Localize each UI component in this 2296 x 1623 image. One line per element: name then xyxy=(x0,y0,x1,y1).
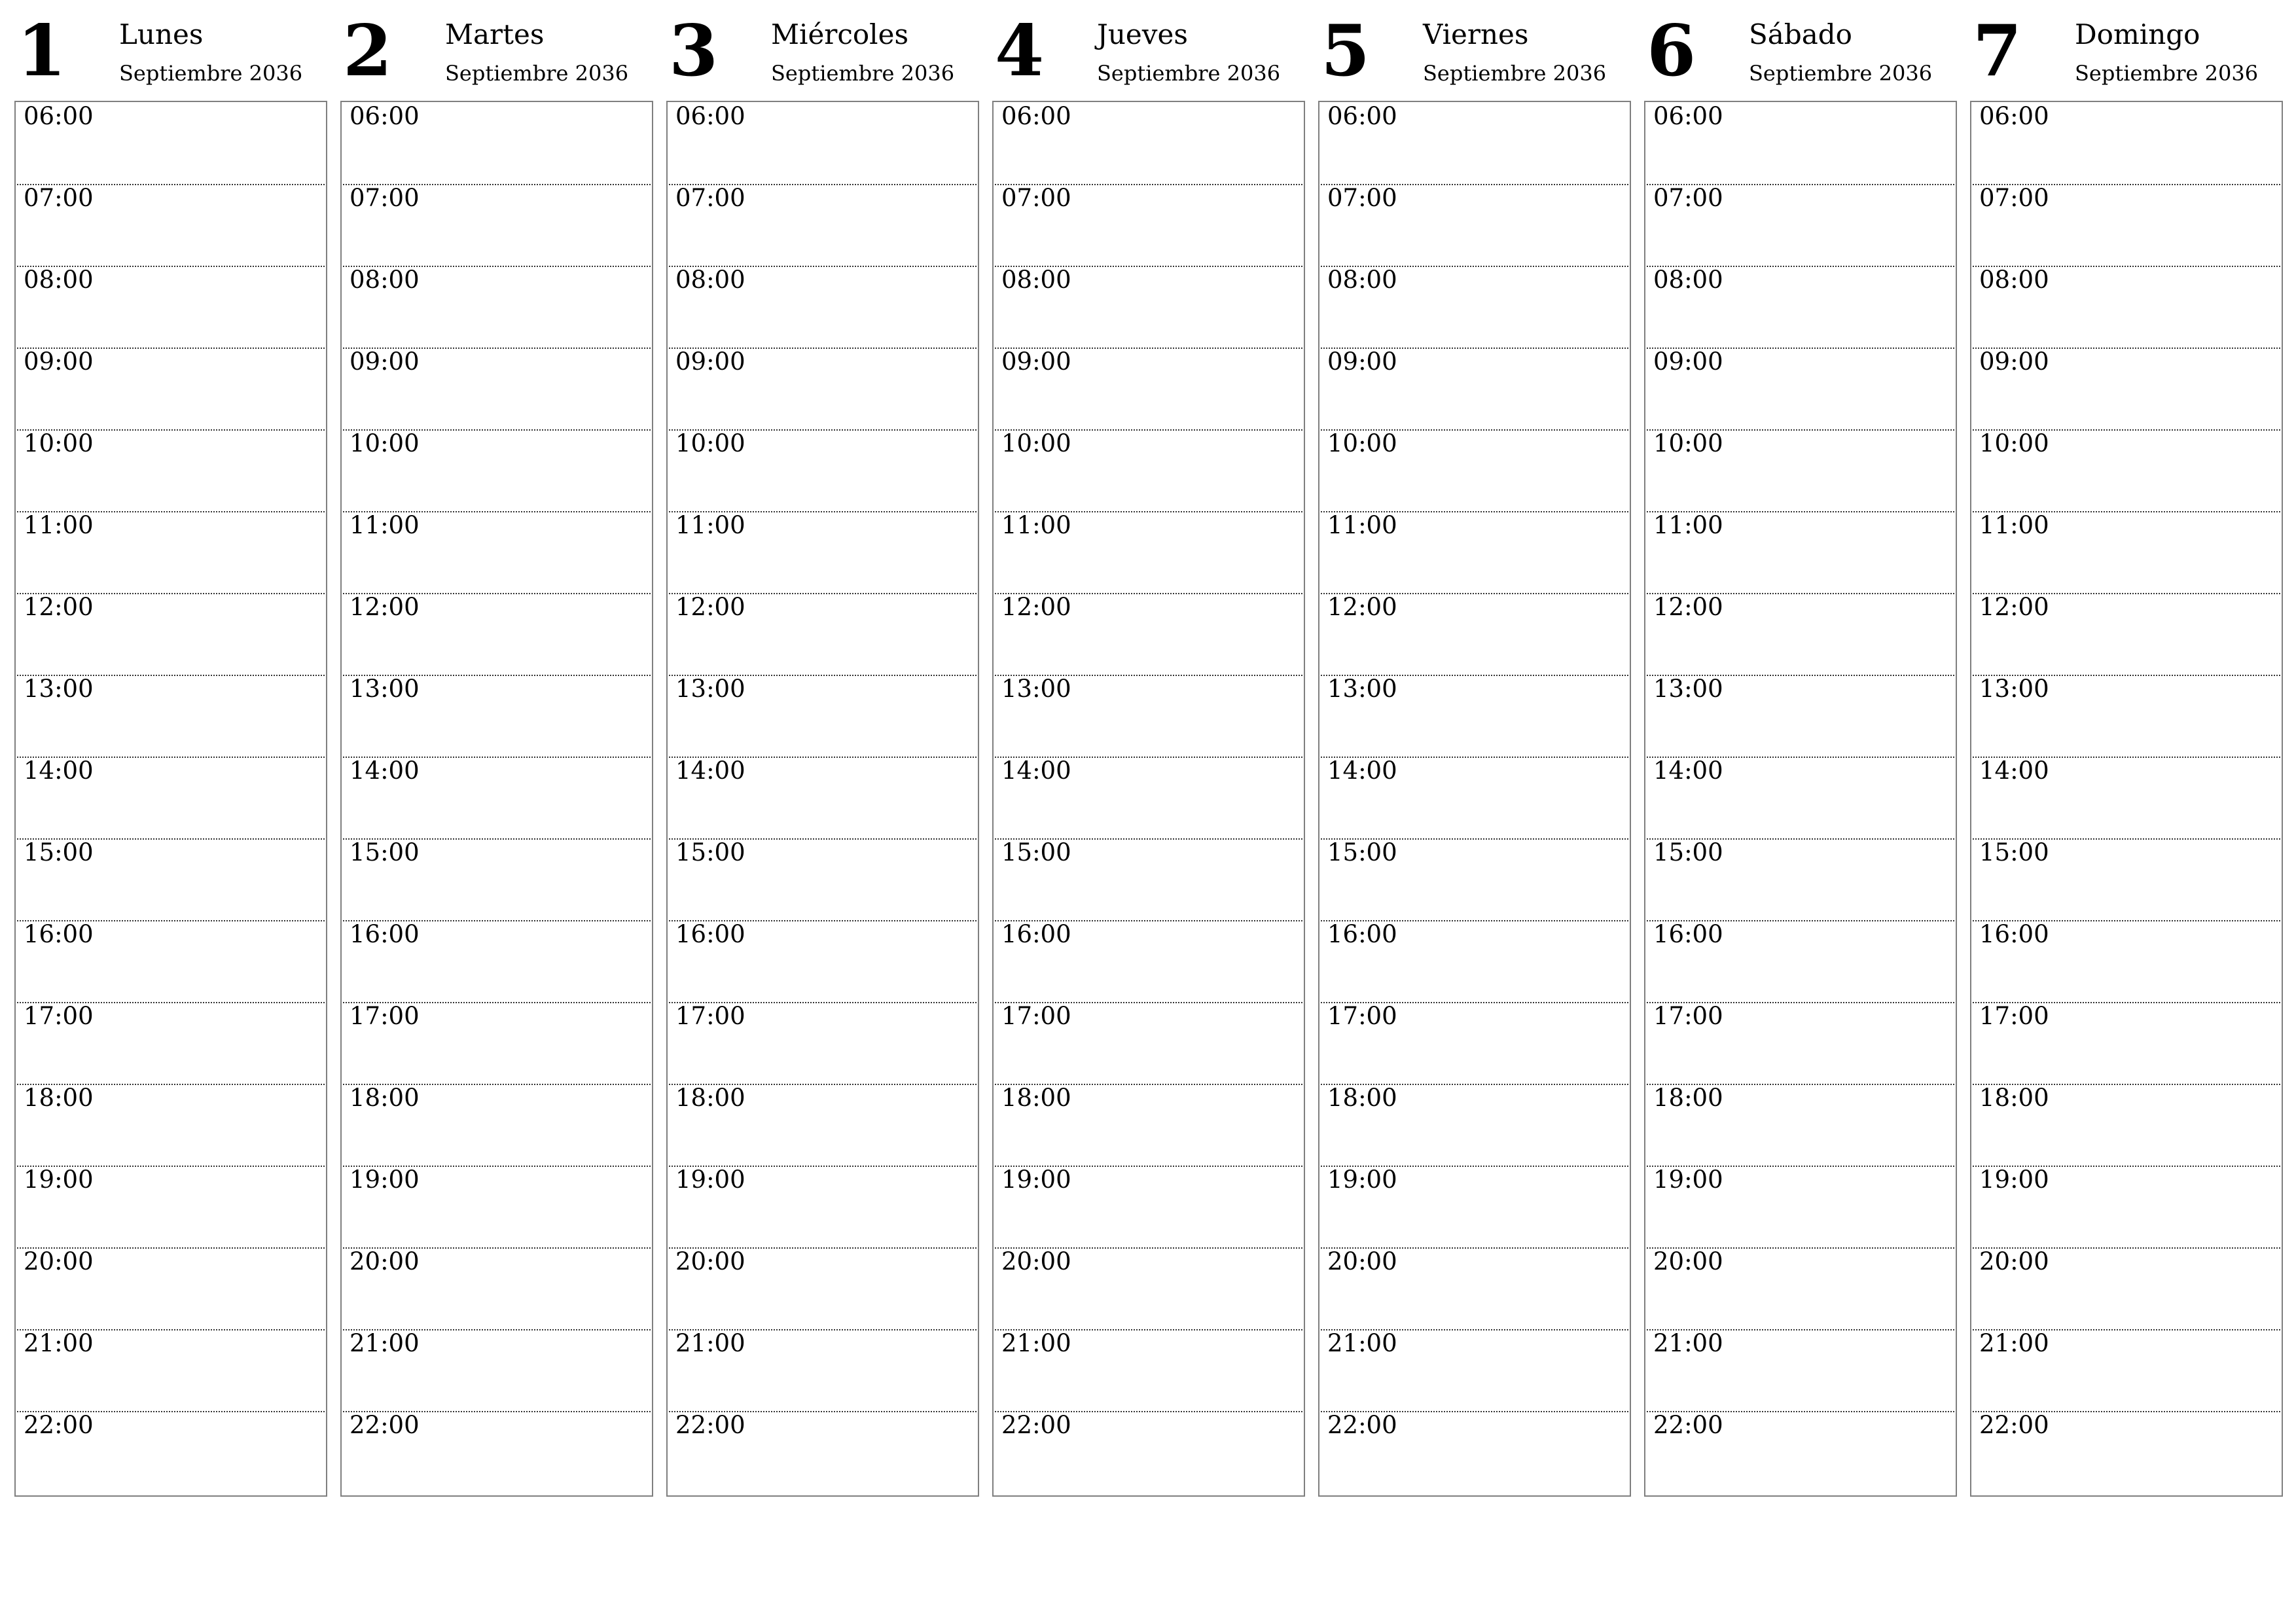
time-slot[interactable] xyxy=(1973,1329,2280,1412)
time-slot-label: 10:00 xyxy=(24,429,94,457)
time-slot-label: 12:00 xyxy=(1653,593,1723,621)
time-slot[interactable] xyxy=(343,675,651,758)
time-slot-label: 12:00 xyxy=(1979,593,2049,621)
time-slot-label: 16:00 xyxy=(1327,920,1397,948)
day-schedule-box xyxy=(1970,101,2283,1497)
time-slot-label: 09:00 xyxy=(350,348,420,376)
time-slot[interactable] xyxy=(1321,1329,1628,1412)
time-slot[interactable] xyxy=(343,1247,651,1330)
time-slot[interactable] xyxy=(669,675,977,758)
time-slot[interactable] xyxy=(995,920,1302,1003)
time-slot[interactable] xyxy=(1973,1247,2280,1330)
time-slot[interactable] xyxy=(1647,838,1954,921)
day-number: 3 xyxy=(669,10,719,92)
time-slot-label: 19:00 xyxy=(675,1166,745,1194)
day-name: Miércoles xyxy=(771,18,909,50)
time-slot[interactable] xyxy=(1973,184,2280,267)
time-slot[interactable] xyxy=(17,429,325,512)
time-slot-label: 20:00 xyxy=(675,1247,745,1275)
time-slot-label: 09:00 xyxy=(24,348,94,376)
time-slot-label: 14:00 xyxy=(675,757,745,785)
time-slot[interactable] xyxy=(1321,920,1628,1003)
time-slot[interactable] xyxy=(669,1329,977,1412)
day-number: 7 xyxy=(1973,10,2022,92)
time-slot[interactable] xyxy=(1321,675,1628,758)
time-slot[interactable] xyxy=(343,102,651,185)
time-slot-label: 07:00 xyxy=(1653,184,1723,212)
time-slot-label: 18:00 xyxy=(1327,1084,1397,1112)
day-schedule-box xyxy=(666,101,979,1497)
time-slot[interactable] xyxy=(343,1329,651,1412)
day-name: Viernes xyxy=(1423,18,1529,50)
day-column xyxy=(1318,10,1631,1497)
time-slot[interactable] xyxy=(1647,593,1954,676)
time-slot[interactable] xyxy=(1973,429,2280,512)
time-slot[interactable] xyxy=(669,1166,977,1249)
time-slot[interactable] xyxy=(1973,675,2280,758)
time-slot-label: 20:00 xyxy=(1327,1247,1397,1275)
time-slot[interactable] xyxy=(669,1411,977,1493)
time-slot[interactable] xyxy=(1321,184,1628,267)
time-slot-label: 19:00 xyxy=(350,1166,420,1194)
time-slot-label: 07:00 xyxy=(1979,184,2049,212)
time-slot[interactable] xyxy=(995,1247,1302,1330)
day-name: Sábado xyxy=(1749,18,1852,50)
time-slot[interactable] xyxy=(1647,1084,1954,1167)
time-slot[interactable] xyxy=(1321,511,1628,594)
time-slot[interactable] xyxy=(995,184,1302,267)
time-slot-label: 12:00 xyxy=(1001,593,1071,621)
time-slot-label: 21:00 xyxy=(1001,1329,1071,1357)
time-slot-label: 14:00 xyxy=(1001,757,1071,785)
time-slot-label: 21:00 xyxy=(350,1329,420,1357)
time-slot-label: 15:00 xyxy=(1979,838,2049,866)
time-slot[interactable] xyxy=(17,1166,325,1249)
time-slot[interactable] xyxy=(1647,266,1954,349)
time-slot[interactable] xyxy=(1321,348,1628,431)
day-header xyxy=(1970,10,2283,102)
time-slot[interactable] xyxy=(995,1411,1302,1493)
time-slot-label: 08:00 xyxy=(1001,266,1071,294)
time-slot-label: 13:00 xyxy=(1327,675,1397,703)
time-slot-label: 19:00 xyxy=(24,1166,94,1194)
time-slot-label: 17:00 xyxy=(350,1002,420,1030)
time-slot[interactable] xyxy=(669,1084,977,1167)
time-slot-label: 21:00 xyxy=(1979,1329,2049,1357)
time-slot[interactable] xyxy=(343,1002,651,1085)
time-slot-label: 22:00 xyxy=(1327,1411,1397,1439)
time-slot[interactable] xyxy=(343,1084,651,1167)
time-slot-label: 19:00 xyxy=(1001,1166,1071,1194)
day-schedule-box xyxy=(14,101,327,1497)
time-slot-label: 13:00 xyxy=(24,675,94,703)
time-slot[interactable] xyxy=(1973,593,2280,676)
time-slot-label: 11:00 xyxy=(675,511,745,539)
time-slot-label: 07:00 xyxy=(675,184,745,212)
day-header xyxy=(14,10,327,102)
time-slot-label: 17:00 xyxy=(1653,1002,1723,1030)
time-slot-label: 07:00 xyxy=(1001,184,1071,212)
time-slot[interactable] xyxy=(995,266,1302,349)
time-slot[interactable] xyxy=(1647,1247,1954,1330)
time-slot-label: 06:00 xyxy=(675,102,745,130)
time-slot[interactable] xyxy=(343,511,651,594)
time-slot[interactable] xyxy=(669,920,977,1003)
time-slot-label: 08:00 xyxy=(350,266,420,294)
time-slot[interactable] xyxy=(1647,757,1954,840)
time-slot[interactable] xyxy=(1973,511,2280,594)
time-slot[interactable] xyxy=(1973,838,2280,921)
time-slot-label: 08:00 xyxy=(1327,266,1397,294)
time-slot-label: 15:00 xyxy=(1001,838,1071,866)
time-slot[interactable] xyxy=(669,757,977,840)
time-slot[interactable] xyxy=(669,593,977,676)
time-slot-label: 12:00 xyxy=(350,593,420,621)
time-slot-label: 06:00 xyxy=(24,102,94,130)
time-slot-label: 22:00 xyxy=(24,1411,94,1439)
time-slot[interactable] xyxy=(995,757,1302,840)
time-slot[interactable] xyxy=(343,348,651,431)
time-slot[interactable] xyxy=(17,757,325,840)
day-header xyxy=(992,10,1305,102)
time-slot-label: 17:00 xyxy=(675,1002,745,1030)
time-slot[interactable] xyxy=(1973,102,2280,185)
time-slot-label: 22:00 xyxy=(1653,1411,1723,1439)
time-slot-label: 13:00 xyxy=(1001,675,1071,703)
time-slot-label: 15:00 xyxy=(350,838,420,866)
time-slot-label: 17:00 xyxy=(1979,1002,2049,1030)
time-slot[interactable] xyxy=(1973,1002,2280,1085)
time-slot[interactable] xyxy=(1321,757,1628,840)
time-slot[interactable] xyxy=(343,266,651,349)
time-slot[interactable] xyxy=(1973,1084,2280,1167)
time-slot[interactable] xyxy=(1973,1166,2280,1249)
time-slot[interactable] xyxy=(17,1329,325,1412)
time-slot[interactable] xyxy=(1973,266,2280,349)
time-slot-label: 14:00 xyxy=(1979,757,2049,785)
time-slot[interactable] xyxy=(1973,920,2280,1003)
day-name: Jueves xyxy=(1097,18,1188,50)
time-slot[interactable] xyxy=(1647,1329,1954,1412)
time-slot-label: 16:00 xyxy=(1653,920,1723,948)
day-header xyxy=(1318,10,1631,102)
time-slot-label: 20:00 xyxy=(1653,1247,1723,1275)
time-slot[interactable] xyxy=(343,593,651,676)
time-slot-label: 09:00 xyxy=(1327,348,1397,376)
time-slot-label: 18:00 xyxy=(350,1084,420,1112)
time-slot-label: 13:00 xyxy=(1653,675,1723,703)
day-name: Lunes xyxy=(119,18,204,50)
time-slot-label: 07:00 xyxy=(1327,184,1397,212)
day-number: 1 xyxy=(17,10,67,92)
time-slot[interactable] xyxy=(1647,920,1954,1003)
time-slot[interactable] xyxy=(995,511,1302,594)
time-slot[interactable] xyxy=(669,266,977,349)
time-slot[interactable] xyxy=(1647,1002,1954,1085)
time-slot[interactable] xyxy=(1647,511,1954,594)
time-slot[interactable] xyxy=(1647,102,1954,185)
time-slot[interactable] xyxy=(343,757,651,840)
time-slot[interactable] xyxy=(1321,266,1628,349)
time-slot-label: 06:00 xyxy=(1653,102,1723,130)
time-slot[interactable] xyxy=(995,1084,1302,1167)
time-slot[interactable] xyxy=(669,348,977,431)
time-slot[interactable] xyxy=(995,675,1302,758)
time-slot-label: 14:00 xyxy=(350,757,420,785)
day-month-label: Septiembre 2036 xyxy=(445,61,629,86)
day-column xyxy=(1970,10,2283,1497)
time-slot-label: 06:00 xyxy=(1979,102,2049,130)
time-slot-label: 16:00 xyxy=(350,920,420,948)
time-slot-label: 11:00 xyxy=(1653,511,1723,539)
time-slot-label: 09:00 xyxy=(1979,348,2049,376)
time-slot[interactable] xyxy=(17,838,325,921)
time-slot[interactable] xyxy=(995,1002,1302,1085)
time-slot-label: 08:00 xyxy=(1979,266,2049,294)
time-slot-label: 11:00 xyxy=(1327,511,1397,539)
time-slot[interactable] xyxy=(343,184,651,267)
time-slot[interactable] xyxy=(17,1247,325,1330)
day-schedule-box xyxy=(1318,101,1631,1497)
time-slot[interactable] xyxy=(1321,1166,1628,1249)
time-slot[interactable] xyxy=(995,429,1302,512)
time-slot-label: 20:00 xyxy=(1001,1247,1071,1275)
day-month-label: Septiembre 2036 xyxy=(771,61,955,86)
time-slot-label: 06:00 xyxy=(1001,102,1071,130)
time-slot-label: 18:00 xyxy=(675,1084,745,1112)
time-slot[interactable] xyxy=(995,1329,1302,1412)
time-slot-label: 14:00 xyxy=(24,757,94,785)
time-slot-label: 12:00 xyxy=(675,593,745,621)
time-slot[interactable] xyxy=(669,1002,977,1085)
time-slot[interactable] xyxy=(1321,593,1628,676)
time-slot[interactable] xyxy=(17,184,325,267)
time-slot[interactable] xyxy=(995,1166,1302,1249)
time-slot-label: 16:00 xyxy=(1979,920,2049,948)
day-name: Martes xyxy=(445,18,545,50)
day-column xyxy=(340,10,653,1497)
time-slot[interactable] xyxy=(995,102,1302,185)
day-header xyxy=(340,10,653,102)
time-slot-label: 17:00 xyxy=(24,1002,94,1030)
time-slot[interactable] xyxy=(17,593,325,676)
time-slot-label: 10:00 xyxy=(350,429,420,457)
day-schedule-box xyxy=(992,101,1305,1497)
time-slot[interactable] xyxy=(669,838,977,921)
day-column xyxy=(666,10,979,1497)
time-slot[interactable] xyxy=(1321,1002,1628,1085)
time-slot[interactable] xyxy=(17,1411,325,1493)
time-slot[interactable] xyxy=(669,1247,977,1330)
time-slot[interactable] xyxy=(17,1084,325,1167)
time-slot-label: 07:00 xyxy=(350,184,420,212)
time-slot[interactable] xyxy=(1321,102,1628,185)
time-slot-label: 17:00 xyxy=(1327,1002,1397,1030)
time-slot[interactable] xyxy=(669,511,977,594)
day-month-label: Septiembre 2036 xyxy=(1749,61,1933,86)
time-slot[interactable] xyxy=(995,838,1302,921)
time-slot-label: 08:00 xyxy=(1653,266,1723,294)
day-month-label: Septiembre 2036 xyxy=(119,61,303,86)
day-number: 4 xyxy=(995,10,1045,92)
time-slot-label: 22:00 xyxy=(675,1411,745,1439)
day-column xyxy=(1644,10,1957,1497)
time-slot-label: 18:00 xyxy=(24,1084,94,1112)
time-slot[interactable] xyxy=(1973,757,2280,840)
time-slot-label: 08:00 xyxy=(24,266,94,294)
time-slot-label: 15:00 xyxy=(1327,838,1397,866)
time-slot-label: 10:00 xyxy=(1327,429,1397,457)
time-slot[interactable] xyxy=(1647,348,1954,431)
time-slot[interactable] xyxy=(343,429,651,512)
day-number: 6 xyxy=(1647,10,1696,92)
time-slot[interactable] xyxy=(1647,1411,1954,1493)
time-slot-label: 18:00 xyxy=(1979,1084,2049,1112)
time-slot-label: 11:00 xyxy=(1001,511,1071,539)
time-slot-label: 20:00 xyxy=(1979,1247,2049,1275)
time-slot[interactable] xyxy=(343,1411,651,1493)
time-slot-label: 14:00 xyxy=(1653,757,1723,785)
time-slot[interactable] xyxy=(343,920,651,1003)
time-slot-label: 22:00 xyxy=(1979,1411,2049,1439)
time-slot[interactable] xyxy=(17,920,325,1003)
time-slot-label: 06:00 xyxy=(1327,102,1397,130)
time-slot[interactable] xyxy=(1647,429,1954,512)
time-slot-label: 10:00 xyxy=(1653,429,1723,457)
time-slot[interactable] xyxy=(669,184,977,267)
time-slot-label: 19:00 xyxy=(1979,1166,2049,1194)
time-slot[interactable] xyxy=(17,1002,325,1085)
day-header xyxy=(666,10,979,102)
time-slot-label: 17:00 xyxy=(1001,1002,1071,1030)
day-number: 2 xyxy=(343,10,393,92)
time-slot-label: 15:00 xyxy=(24,838,94,866)
time-slot-label: 22:00 xyxy=(1001,1411,1071,1439)
time-slot[interactable] xyxy=(995,593,1302,676)
time-slot[interactable] xyxy=(1647,1166,1954,1249)
day-name: Domingo xyxy=(2075,18,2200,50)
time-slot-label: 12:00 xyxy=(1327,593,1397,621)
time-slot[interactable] xyxy=(1973,348,2280,431)
time-slot-label: 16:00 xyxy=(675,920,745,948)
time-slot-label: 21:00 xyxy=(24,1329,94,1357)
time-slot-label: 13:00 xyxy=(675,675,745,703)
day-header xyxy=(1644,10,1957,102)
time-slot[interactable] xyxy=(1321,1084,1628,1167)
time-slot-label: 12:00 xyxy=(24,593,94,621)
day-month-label: Septiembre 2036 xyxy=(1097,61,1281,86)
time-slot-label: 11:00 xyxy=(1979,511,2049,539)
time-slot[interactable] xyxy=(17,102,325,185)
day-schedule-box xyxy=(1644,101,1957,1497)
time-slot-label: 13:00 xyxy=(1979,675,2049,703)
time-slot-label: 19:00 xyxy=(1327,1166,1397,1194)
time-slot[interactable] xyxy=(669,429,977,512)
time-slot[interactable] xyxy=(1321,429,1628,512)
time-slot-label: 20:00 xyxy=(350,1247,420,1275)
time-slot-label: 22:00 xyxy=(350,1411,420,1439)
time-slot-label: 21:00 xyxy=(675,1329,745,1357)
time-slot[interactable] xyxy=(1647,675,1954,758)
time-slot[interactable] xyxy=(17,348,325,431)
time-slot-label: 13:00 xyxy=(350,675,420,703)
time-slot-label: 21:00 xyxy=(1653,1329,1723,1357)
time-slot-label: 06:00 xyxy=(350,102,420,130)
day-month-label: Septiembre 2036 xyxy=(1423,61,1607,86)
time-slot[interactable] xyxy=(17,266,325,349)
time-slot-label: 21:00 xyxy=(1327,1329,1397,1357)
time-slot-label: 07:00 xyxy=(24,184,94,212)
time-slot-label: 15:00 xyxy=(1653,838,1723,866)
time-slot[interactable] xyxy=(1321,1411,1628,1493)
time-slot-label: 16:00 xyxy=(1001,920,1071,948)
day-month-label: Septiembre 2036 xyxy=(2075,61,2259,86)
time-slot-label: 20:00 xyxy=(24,1247,94,1275)
weekly-planner xyxy=(14,10,2284,1497)
time-slot-label: 15:00 xyxy=(675,838,745,866)
time-slot-label: 10:00 xyxy=(1001,429,1071,457)
time-slot-label: 11:00 xyxy=(350,511,420,539)
time-slot[interactable] xyxy=(343,838,651,921)
time-slot[interactable] xyxy=(669,102,977,185)
time-slot[interactable] xyxy=(1973,1411,2280,1493)
day-number: 5 xyxy=(1321,10,1371,92)
time-slot[interactable] xyxy=(1321,1247,1628,1330)
time-slot[interactable] xyxy=(1647,184,1954,267)
time-slot-label: 18:00 xyxy=(1001,1084,1071,1112)
time-slot-label: 14:00 xyxy=(1327,757,1397,785)
time-slot-label: 11:00 xyxy=(24,511,94,539)
day-schedule-box xyxy=(340,101,653,1497)
time-slot-label: 18:00 xyxy=(1653,1084,1723,1112)
time-slot-label: 10:00 xyxy=(675,429,745,457)
time-slot-label: 09:00 xyxy=(1001,348,1071,376)
time-slot-label: 08:00 xyxy=(675,266,745,294)
time-slot[interactable] xyxy=(343,1166,651,1249)
time-slot[interactable] xyxy=(995,348,1302,431)
time-slot-label: 10:00 xyxy=(1979,429,2049,457)
time-slot-label: 09:00 xyxy=(1653,348,1723,376)
time-slot-label: 19:00 xyxy=(1653,1166,1723,1194)
time-slot-label: 16:00 xyxy=(24,920,94,948)
time-slot[interactable] xyxy=(1321,838,1628,921)
time-slot-label: 09:00 xyxy=(675,348,745,376)
time-slot[interactable] xyxy=(17,675,325,758)
time-slot[interactable] xyxy=(17,511,325,594)
day-column xyxy=(14,10,327,1497)
day-column xyxy=(992,10,1305,1497)
